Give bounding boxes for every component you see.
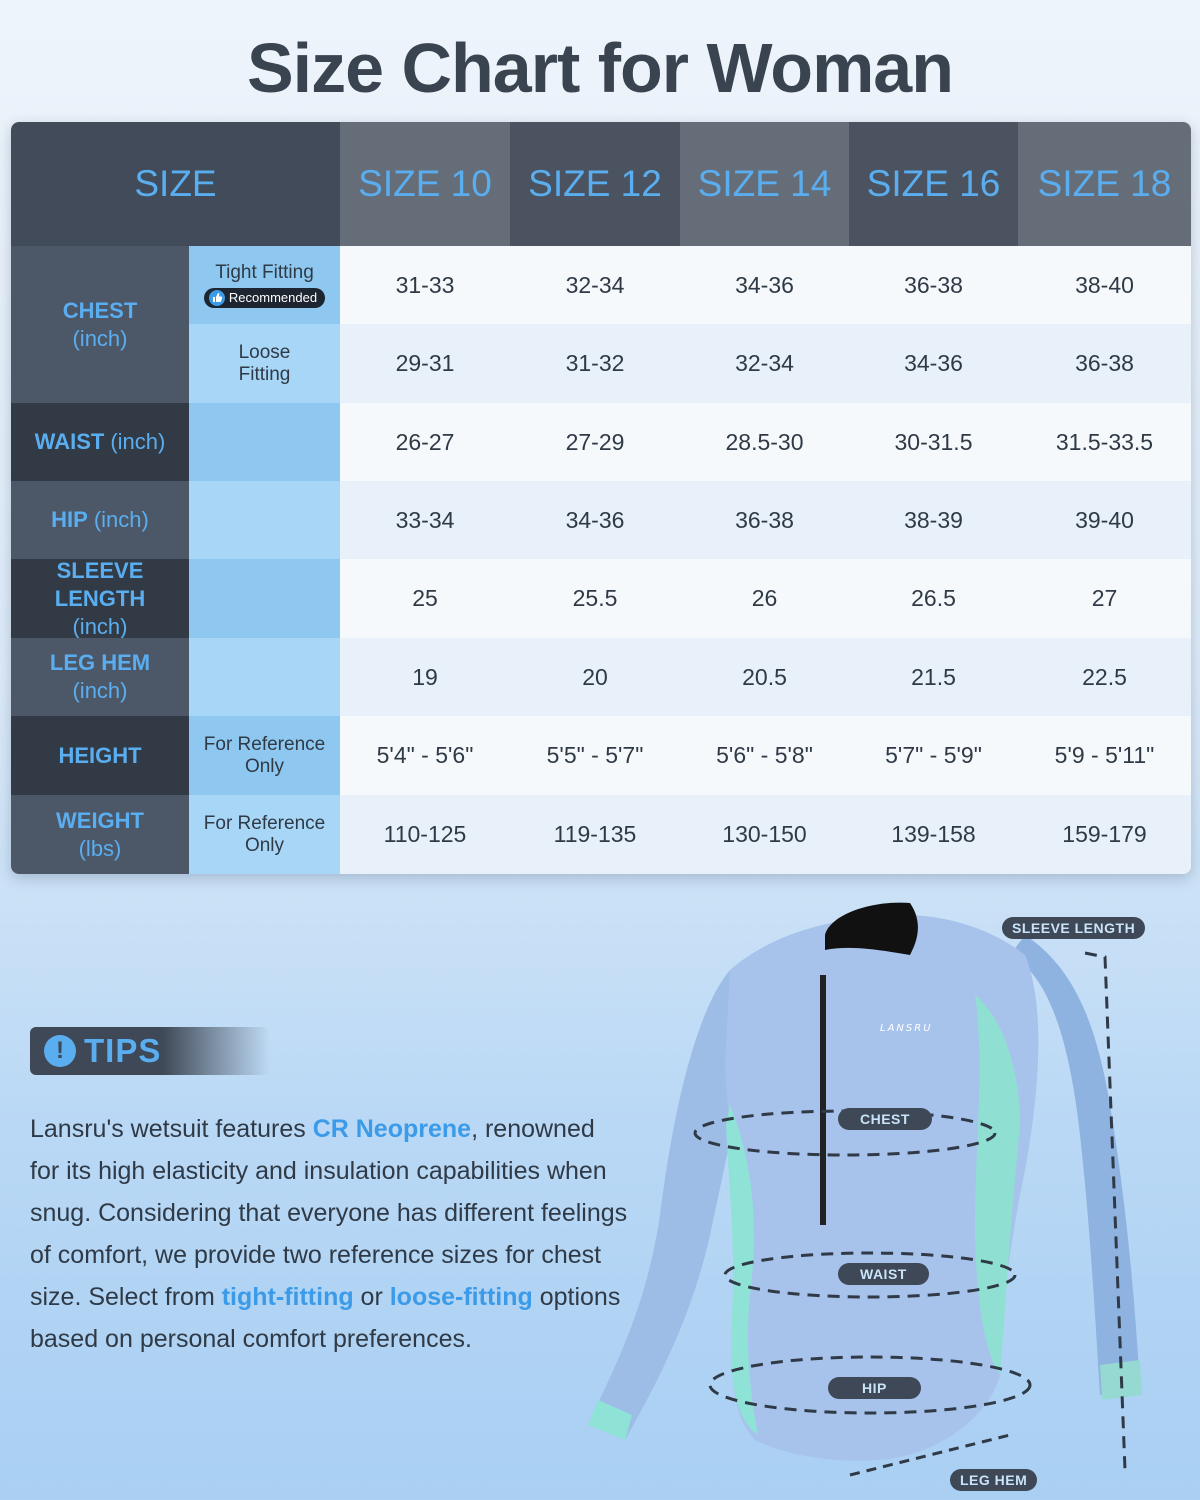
brand-logo: LANSRU bbox=[880, 1023, 933, 1034]
cell-leghem-10: 19 bbox=[340, 638, 510, 716]
recommended-text: Recommended bbox=[228, 290, 318, 305]
header-size-10: SIZE 10 bbox=[340, 122, 510, 246]
thumbs-up-icon bbox=[209, 290, 225, 306]
height-ref-1: For Reference bbox=[203, 733, 326, 755]
header-size-18: SIZE 18 bbox=[1018, 122, 1191, 246]
cell-waist-16: 30-31.5 bbox=[849, 403, 1018, 481]
exclamation-icon: ! bbox=[44, 1035, 76, 1067]
tight-fitting-label: Tight Fitting bbox=[215, 262, 314, 283]
cell-chest-tight-14: 34-36 bbox=[680, 246, 849, 324]
cell-sleeve-16: 26.5 bbox=[849, 559, 1018, 638]
cell-chest-loose-14: 32-34 bbox=[680, 324, 849, 403]
weight-ref-2: Only bbox=[244, 834, 285, 856]
page-title: Size Chart for Woman bbox=[246, 29, 953, 107]
cell-weight-14: 130-150 bbox=[680, 795, 849, 874]
cell-chest-tight-10: 31-33 bbox=[340, 246, 510, 324]
cell-waist-12: 27-29 bbox=[510, 403, 680, 481]
weight-label: WEIGHT bbox=[56, 807, 144, 833]
cell-chest-tight-18: 38-40 bbox=[1018, 246, 1191, 324]
cell-weight-12: 119-135 bbox=[510, 795, 680, 874]
row-label-height bbox=[11, 716, 189, 795]
sub-leghem-empty bbox=[189, 638, 340, 716]
sub-hip-empty bbox=[189, 481, 340, 559]
row-label-weight bbox=[11, 795, 189, 874]
waist-label: WAIST bbox=[34, 429, 105, 454]
cell-weight-10: 110-125 bbox=[340, 795, 510, 874]
leghem-label: LEG HEM bbox=[49, 650, 151, 675]
cell-leghem-12: 20 bbox=[510, 638, 680, 716]
header-size-14: SIZE 14 bbox=[680, 122, 849, 246]
sub-sleeve-empty bbox=[189, 559, 340, 638]
sub-height-reference bbox=[189, 716, 340, 795]
cell-hip-16: 38-39 bbox=[849, 481, 1018, 559]
cell-chest-tight-12: 32-34 bbox=[510, 246, 680, 324]
row-label-chest bbox=[11, 246, 189, 403]
row-label-waist bbox=[11, 403, 189, 481]
cell-height-14: 5'6" - 5'8" bbox=[680, 716, 849, 795]
height-ref-2: Only bbox=[244, 755, 285, 777]
size-chart-table bbox=[11, 122, 1191, 874]
sleeve-unit: (inch) bbox=[72, 613, 128, 639]
cell-hip-12: 34-36 bbox=[510, 481, 680, 559]
label-hip: HIP bbox=[828, 1377, 921, 1399]
cell-height-12: 5'5" - 5'7" bbox=[510, 716, 680, 795]
cell-height-16: 5'7" - 5'9" bbox=[849, 716, 1018, 795]
tips-paragraph bbox=[30, 1108, 630, 1360]
row-label-sleeve bbox=[11, 559, 189, 638]
cell-waist-10: 26-27 bbox=[340, 403, 510, 481]
wetsuit-figure bbox=[580, 895, 1200, 1500]
tips-label: TIPS bbox=[84, 1032, 162, 1069]
cell-height-10: 5'4" - 5'6" bbox=[340, 716, 510, 795]
wetsuit-illustration bbox=[580, 895, 1200, 1500]
leghem-unit: (inch) bbox=[72, 678, 128, 703]
cell-leghem-18: 22.5 bbox=[1018, 638, 1191, 716]
header-size-16: SIZE 16 bbox=[849, 122, 1018, 246]
sub-loose-fitting bbox=[189, 324, 340, 403]
cell-sleeve-12: 25.5 bbox=[510, 559, 680, 638]
header-size: SIZE bbox=[11, 122, 340, 246]
cell-hip-10: 33-34 bbox=[340, 481, 510, 559]
label-waist: WAIST bbox=[838, 1263, 929, 1285]
cell-weight-16: 139-158 bbox=[849, 795, 1018, 874]
cell-chest-tight-16: 36-38 bbox=[849, 246, 1018, 324]
chest-label: CHEST bbox=[62, 297, 138, 323]
cell-sleeve-10: 25 bbox=[340, 559, 510, 638]
tips-highlight-neoprene: CR Neoprene bbox=[312, 1115, 472, 1143]
cell-waist-18: 31.5-33.5 bbox=[1018, 403, 1191, 481]
label-sleeve-length: SLEEVE LENGTH bbox=[1002, 917, 1145, 939]
cell-sleeve-18: 27 bbox=[1018, 559, 1191, 638]
cell-hip-18: 39-40 bbox=[1018, 481, 1191, 559]
tips-text-3: or bbox=[353, 1283, 390, 1311]
cell-hip-14: 36-38 bbox=[680, 481, 849, 559]
cell-chest-loose-16: 34-36 bbox=[849, 324, 1018, 403]
hip-label: HIP bbox=[51, 507, 88, 532]
cell-waist-14: 28.5-30 bbox=[680, 403, 849, 481]
cell-leghem-14: 20.5 bbox=[680, 638, 849, 716]
loose-label-1: Loose bbox=[238, 341, 291, 363]
label-chest: CHEST bbox=[838, 1108, 932, 1130]
cell-leghem-16: 21.5 bbox=[849, 638, 1018, 716]
header-size-12: SIZE 12 bbox=[510, 122, 680, 246]
height-label: HEIGHT bbox=[58, 742, 142, 768]
label-leg-hem: LEG HEM bbox=[950, 1469, 1037, 1491]
tips-highlight-loose: loose-fitting bbox=[389, 1283, 533, 1311]
cell-chest-loose-18: 36-38 bbox=[1018, 324, 1191, 403]
cell-chest-loose-10: 29-31 bbox=[340, 324, 510, 403]
recommended-badge bbox=[204, 288, 325, 308]
tips-header bbox=[30, 1027, 270, 1075]
sub-tight-fitting bbox=[189, 246, 340, 324]
tips-text-4: options based on personal comfort preferences. bbox=[30, 1283, 621, 1353]
tips-highlight-tight: tight-fitting bbox=[221, 1283, 354, 1311]
loose-label-2: Fitting bbox=[238, 363, 291, 385]
weight-ref-1: For Reference bbox=[203, 812, 326, 834]
cell-chest-loose-12: 31-32 bbox=[510, 324, 680, 403]
tips-text-2: , renowned for its high elasticity and insulation capabilities when snug. Considering that everyone has different feelings of comfort, we provide two reference sizes for chest size. Select from bbox=[30, 1115, 628, 1311]
sub-weight-reference bbox=[189, 795, 340, 874]
tips-text-1: Lansru's wetsuit features bbox=[30, 1115, 313, 1143]
sub-waist-empty bbox=[189, 403, 340, 481]
cell-sleeve-14: 26 bbox=[680, 559, 849, 638]
chest-unit: (inch) bbox=[72, 325, 128, 351]
hip-unit: (inch) bbox=[93, 507, 149, 532]
cell-weight-18: 159-179 bbox=[1018, 795, 1191, 874]
sleeve-label: SLEEVE LENGTH bbox=[54, 557, 146, 611]
weight-unit: (lbs) bbox=[78, 835, 122, 861]
row-label-hip bbox=[11, 481, 189, 559]
waist-unit: (inch) bbox=[110, 429, 166, 454]
cell-height-18: 5'9 - 5'11" bbox=[1018, 716, 1191, 795]
row-label-leghem bbox=[11, 638, 189, 716]
